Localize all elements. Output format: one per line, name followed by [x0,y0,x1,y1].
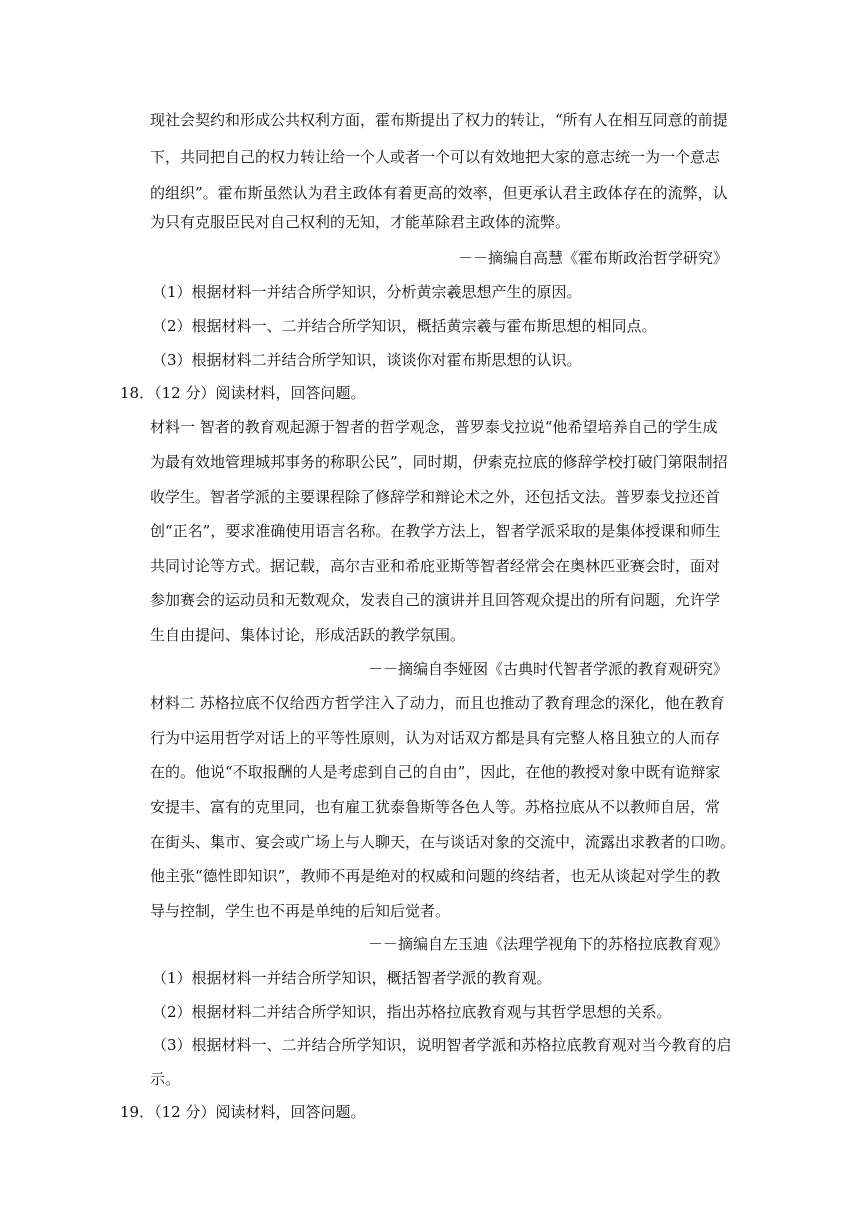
question-item: （1）根据材料一并结合所学知识，分析黄宗羲思想产生的原因。 [152,283,582,301]
material-tail-line: 为只有克服臣民对自己权利的无知，才能革除君主政体的流弊。 [150,213,571,231]
question-item: （3）根据材料一、二并结合所学知识，说明智者学派和苏格拉底教育观对当今教育的启 [152,1036,732,1054]
material-line: 安提丰、富有的克里同，也有雇工犹泰鲁斯等各色人等。苏格拉底从不以教师自居，常 [150,798,721,816]
material-line: 材料一 智者的教育观起源于智者的哲学观念，普罗泰戈拉说“他希望培养自己的学生成 [150,418,718,436]
material-line: 他主张“德性即知识”，教师不再是绝对的权威和问题的终结者，也无从谈起对学生的教 [150,867,721,885]
question-item-continued: 示。 [150,1070,181,1088]
material-line: 行为中运用哲学对话上的平等性原则，认为对话双方都是具有完整人格且独立的人而存 [150,729,721,747]
material-tail-line: 的组织”。霍布斯虽然认为君主政体有着更高的效率，但更承认君主政体存在的流弊，认 [150,184,728,202]
question-item: （2）根据材料二并结合所学知识，指出苏格拉底教育观与其哲学思想的关系。 [152,1003,672,1021]
material-line: 生自由提问、集体讨论，形成活跃的教学氛围。 [150,626,466,644]
question-item: （2）根据材料一、二并结合所学知识，概括黄宗羲与霍布斯思想的相同点。 [152,317,657,335]
material-line: 参加赛会的运动员和无数观众，发表自己的演讲并且回答观众提出的所有问题，允许学 [150,591,721,609]
question-18-header: 18．（12 分）阅读材料，回答问题。 [120,384,366,402]
material-line: 收学生。智者学派的主要课程除了修辞学和辩论术之外，还包括文法。普罗泰戈拉还首 [150,488,721,506]
question-19-header: 19．（12 分）阅读材料，回答问题。 [120,1103,366,1121]
material-line: 在街头、集市、宴会或广场上与人聊天，在与谈话对象的交流中，流露出求教者的口吻。 [150,833,736,851]
material-line: 共同讨论等方式。据记载，高尔吉亚和希庇亚斯等智者经常会在奥林匹亚赛会时，面对 [150,557,721,575]
material-tail-line: 下，共同把自己的权力转让给一个人或者一个可以有效地把大家的意志统一为一个意志 [150,148,721,166]
material-line: 为最有效地管理城邦事务的称职公民”，同时期，伊索克拉底的修辞学校打破门第限制招 [150,453,728,471]
source-citation: －－摘编自高慧《霍布斯政治哲学研究》 [457,249,728,267]
source-citation: －－摘编自左玉迪《法理学视角下的苏格拉底教育观》 [367,935,728,953]
source-citation: －－摘编自李娅囡《古典时代智者学派的教育观研究》 [367,660,728,678]
question-item: （1）根据材料一并结合所学知识，概括智者学派的教育观。 [152,969,552,987]
material-tail-line: 现社会契约和形成公共权利方面，霍布斯提出了权力的转让，“所有人在相互同意的前提 [150,111,728,129]
question-item: （3）根据材料二并结合所学知识，谈谈你对霍布斯思想的认识。 [152,351,582,369]
material-line: 导与控制，学生也不再是单纯的后知后觉者。 [150,902,451,920]
material-line: 创“正名”，要求准确使用语言名称。在教学方法上，智者学派采取的是集体授课和师生 [150,522,721,540]
material-line: 材料二 苏格拉底不仅给西方哲学注入了动力，而且也推动了教育理念的深化，他在教育 [150,694,725,712]
material-line: 在的。他说“不取报酬的人是考虑到自己的自由”，因此，在他的教授对象中既有诡辩家 [150,763,721,781]
